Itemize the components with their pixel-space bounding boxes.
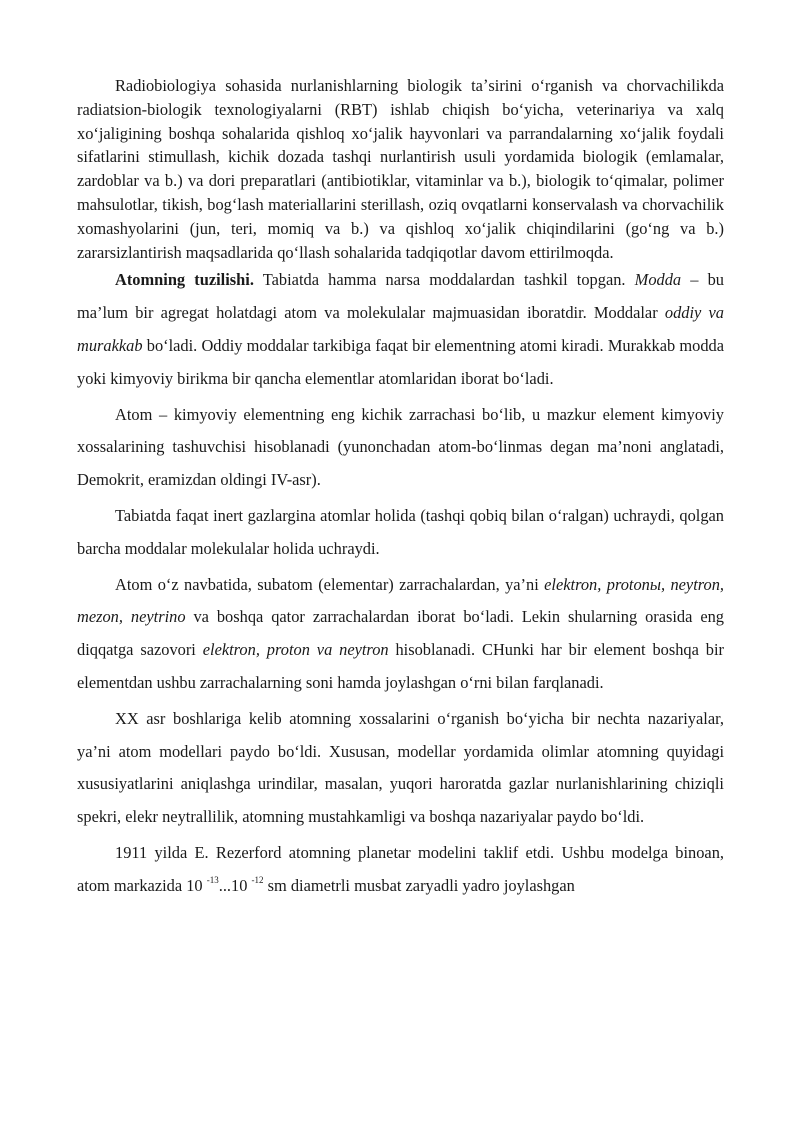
paragraph-subatomic-particles: [77, 569, 724, 700]
italic-term: oddiy va murakkab: [77, 303, 724, 355]
text-run: hisoblanadi. CHunki har bir element boshqa bir elementdan ushbu zarrachalarning soni hamda joylashgan oʻrni bilan farqlanadi.: [77, 640, 724, 692]
document-page: [77, 74, 724, 903]
section-heading: Atomning tuzilishi.: [115, 270, 254, 290]
text-run: – bu ma’lum bir agregat holatdagi atom va molekulalar majmuasidan iboratdir. Moddalar: [77, 270, 724, 323]
text-run: Atom oʻz navbatida, subatom (elementar) zarrachalardan, ya’ni: [115, 574, 545, 594]
paragraph-inert-gases: Tabiatda faqat inert gazlargina atomlar holida (tashqi qobiq bilan oʻralgan) uchraydi, qolgan barcha moddalar molekulalar holida uchraydi.: [77, 505, 724, 558]
exponent: -12: [251, 874, 264, 885]
text-run: sm diametrli musbat zaryadli yadro joylashgan: [263, 875, 575, 895]
text-run: Tabiatda hamma narsa moddalardan tashkil topgan.: [253, 270, 635, 290]
italic-term: elektron, proton va neytron: [202, 640, 389, 660]
paragraph-atom-structure: [77, 264, 724, 395]
text-run: 1911 yilda E. Rezerford atomning planetar modelini taklif etdi. Ushbu modelga binoan, atom markazida 10: [77, 842, 724, 895]
text-run: boʻladi. Oddiy moddalar tarkibiga faqat bir elementning atomi kiradi. Murakkab modda yoki kimyoviy birikma bir qancha elementlar atomlaridan iborat boʻladi.: [77, 335, 724, 388]
italic-term: elektron, protonы, neytron, mezon, neytrino: [77, 574, 725, 627]
text-run: ...10: [218, 875, 252, 895]
exponent: -13: [206, 874, 219, 885]
paragraph-radiobiology: Radiobiologiya sohasida nurlanishlarning biologik taʼsirini oʻrganish va chorvachilikda radiatsion-biologik texnologiyalarni (RBT) ishlab chiqish boʻyicha, veterinariya va xalq xoʻjaligining boshqa sohalarida qishloq xoʻjalik hayvonlari va parrandalarning xoʻjalik foydali sifatlarini stimullash, kichik dozada tashqi nurlantirish usuli yordamida biologik (emlamalar, zardoblar va b.) va dori preparatlari (antibiotiklar, vitaminlar va b.), biologik toʻqimalar, polimer mahsulotlar, tikish, bogʻlash materiallarini sterillash, oziq ovqatlarni konservalash va chorvachilik xomashyolarini (jun, teri, momiq va b.) va qishloq xoʻjalik chiqindilarini (goʻng va b.) zararsizlantirish maqsadlarida qoʻllash sohalarida tadqiqotlar davom ettirilmoqda.: [77, 76, 724, 262]
paragraph-atom-models: XX asr boshlariga kelib atomning xossalarini oʻrganish boʻyicha bir nechta nazariyalar, ya’ni atom modellari paydo boʻldi. Xususan, modellar yordamida olimlar atomning quyidagi xususiyatlarini aniqlashga urindilar, masalan, yuqori haroratda gazlar nurlanishlarining chiziqli spekri, elekr neytrallilik, atomning mustahkamligi va boshqa nazariyalar paydo boʻldi.: [77, 708, 724, 827]
paragraph-atom-definition: Atom – kimyoviy elementning eng kichik zarrachasi boʻlib, u mazkur element kimyoviy xossalarining tashuvchisi hisoblanadi (yunonchadan atom-boʻlinmas degan ma’noni anglatadi, Demokrit, eramizdan oldingi IV-asr).: [77, 404, 724, 490]
text-run: va boshqa qator zarrachalardan iborat boʻladi. Lekin shularning orasida eng diqqatga sazovori: [77, 607, 724, 660]
paragraph-rutherford-model: [77, 837, 724, 903]
italic-term: Modda: [634, 270, 682, 290]
